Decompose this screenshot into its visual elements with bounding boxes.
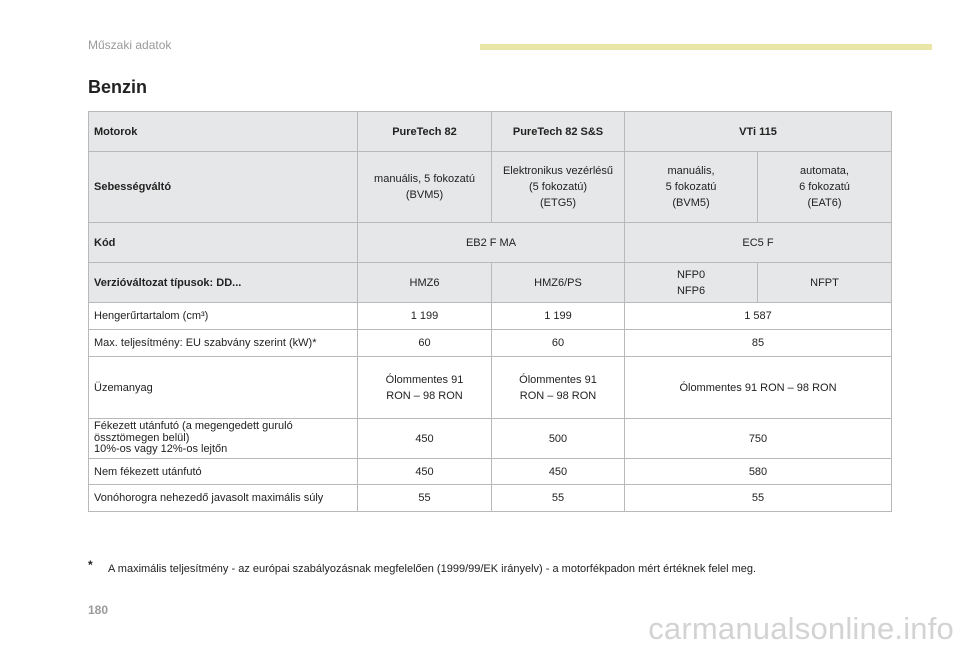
table-cell: NFP0 NFP6: [625, 263, 758, 303]
table-cell: 450: [358, 459, 492, 485]
table-cell: 1 199: [492, 303, 625, 330]
table-cell: HMZ6: [358, 263, 492, 303]
table-cell: manuális, 5 fokozatú (BVM5): [625, 152, 758, 223]
table-cell: 750: [625, 419, 892, 459]
column-header-puretech-82: PureTech 82: [358, 112, 492, 152]
spec-table: [88, 111, 892, 512]
row-code: [89, 223, 892, 263]
accent-bar: [480, 44, 932, 50]
row-label: Verzióváltozat típusok: DD...: [89, 263, 358, 303]
row-label: Fékezett utánfutó (a megengedett guruló össztömegen belül) 10%-os vagy 12%-os lejtőn: [89, 419, 358, 459]
table-cell: 55: [358, 485, 492, 512]
table-cell: Ólommentes 91 RON – 98 RON: [492, 357, 625, 419]
table-cell: 55: [492, 485, 625, 512]
table-cell: 85: [625, 330, 892, 357]
page-title: Benzin: [88, 77, 148, 97]
row-label: Vonóhorogra nehezedő javasolt maximális súly: [89, 485, 358, 512]
row-max-power: [89, 330, 892, 357]
table-cell: 580: [625, 459, 892, 485]
table-cell: EC5 F: [625, 223, 892, 263]
row-label: Üzemanyag: [89, 357, 358, 419]
row-label: Hengerűrtartalom (cm³): [89, 303, 358, 330]
footnote-marker: *: [88, 558, 93, 572]
row-braked-trailer: [89, 419, 892, 459]
row-engine: [89, 112, 892, 152]
table-cell: Elektronikus vezérlésű (5 fokozatú) (ETG5): [492, 152, 625, 223]
table-cell: Ólommentes 91 RON – 98 RON: [625, 357, 892, 419]
row-label: Kód: [89, 223, 358, 263]
row-version-types: [89, 263, 892, 303]
table-cell: automata, 6 fokozatú (EAT6): [758, 152, 892, 223]
table-cell: 1 587: [625, 303, 892, 330]
watermark: carmanualsonline.info: [648, 611, 954, 646]
row-unbraked-trailer: [89, 459, 892, 485]
row-label: Motorok: [89, 112, 358, 152]
table-cell: manuális, 5 fokozatú (BVM5): [358, 152, 492, 223]
row-displacement: [89, 303, 892, 330]
row-label: Sebességváltó: [89, 152, 358, 223]
page-number: 180: [88, 603, 109, 617]
row-towbar-load: [89, 485, 892, 512]
table-cell: EB2 F MA: [358, 223, 625, 263]
column-header-vti-115: VTi 115: [625, 112, 892, 152]
row-label: Max. teljesítmény: EU szabvány szerint (kW)*: [89, 330, 358, 357]
table-cell: 450: [358, 419, 492, 459]
table-cell: 55: [625, 485, 892, 512]
table-cell: 1 199: [358, 303, 492, 330]
table-cell: 500: [492, 419, 625, 459]
section-title: Műszaki adatok: [88, 38, 172, 52]
footnote-text: A maximális teljesítmény - az európai szabályozásnak megfelelően (1999/99/EK irányelv) - a motorfékpadon mért értéknek felel meg.: [108, 563, 757, 575]
row-fuel: [89, 357, 892, 419]
table-cell: 60: [358, 330, 492, 357]
table-cell: Ólommentes 91 RON – 98 RON: [358, 357, 492, 419]
table-cell: HMZ6/PS: [492, 263, 625, 303]
row-label: Nem fékezett utánfutó: [89, 459, 358, 485]
table-cell: 450: [492, 459, 625, 485]
column-header-puretech-82-ss: PureTech 82 S&S: [492, 112, 625, 152]
row-gearbox: [89, 152, 892, 223]
table-cell: 60: [492, 330, 625, 357]
table-cell: NFPT: [758, 263, 892, 303]
